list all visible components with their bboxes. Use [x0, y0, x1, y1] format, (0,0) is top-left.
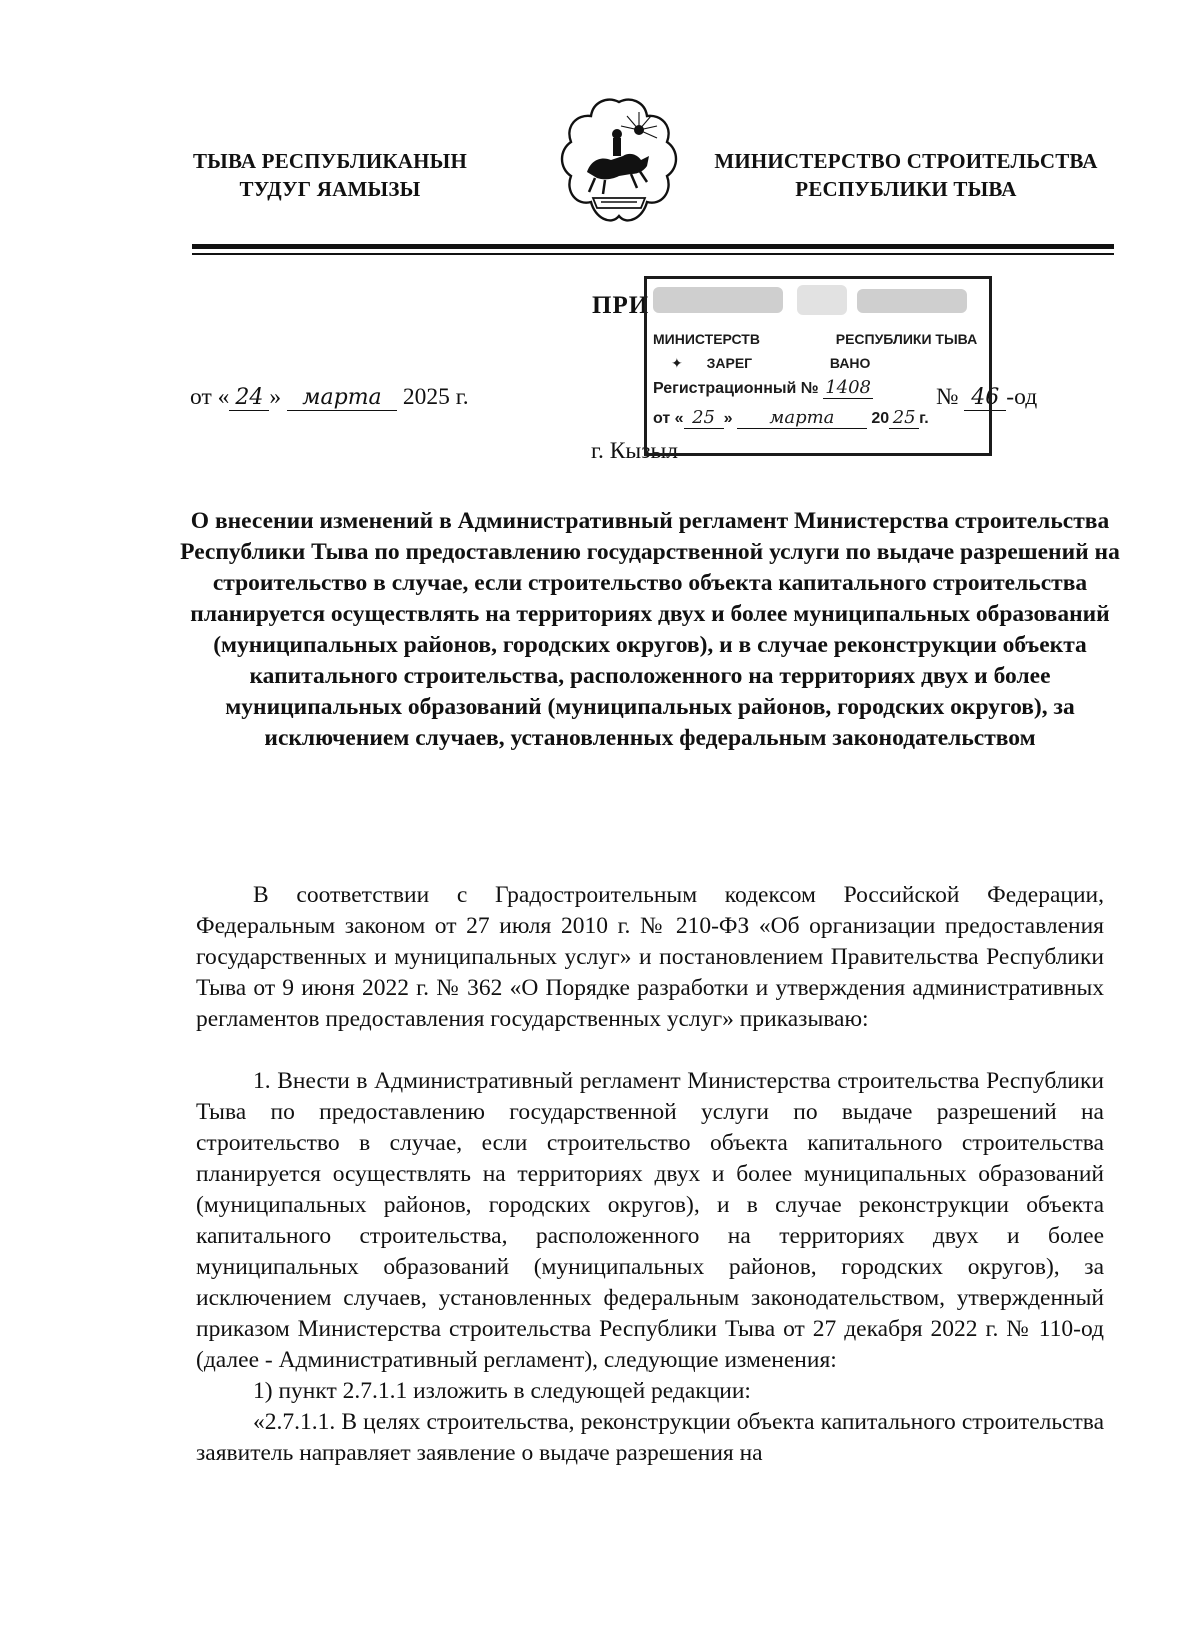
header-left [180, 147, 480, 203]
order-date [190, 384, 469, 411]
stamp-date-prefix: от « [653, 410, 684, 427]
stamp-line1b: РЕСПУБЛИКИ ТЫВА [835, 331, 978, 347]
header-left-line2: ТУДУГ ЯАМЫЗЫ [239, 177, 421, 201]
header-rule-thin [192, 253, 1114, 255]
header-right [700, 147, 1112, 203]
header-right-line2: РЕСПУБЛИКИ ТЫВА [795, 177, 1017, 201]
date-month: марта [287, 385, 397, 411]
stamp-star-icon: ✦ [671, 355, 683, 371]
number-suffix: -од [1006, 384, 1038, 410]
stamp-year-suffix: 25 [889, 407, 919, 429]
stamp-date-day: 25 [684, 407, 724, 429]
number-value: 46 [964, 385, 1006, 411]
stamp-date-mid: » [723, 410, 733, 427]
stamp-line2b: ВАНО [829, 355, 871, 371]
header-rule-thick [192, 244, 1114, 249]
order-word: ПРИ [592, 292, 650, 319]
date-day: 24 [229, 385, 269, 411]
body-paragraph-2: 1. Внести в Административный регламент Министерства строительства Республики Тыва по предоставлению государственной услуги по выдаче разрешений на строительство в случае, если строительство объекта капитального строительства планируется осуществлять на территориях двух и более муниципальных образований (муниципальных районов, городских округов), и в случае реконструкции объекта капитального строительства, расположенного на территориях двух и более муниципальных образований (муниципальных районов, городских округов), за исключением случаев, установленных федеральным законодательством, утвержденный приказом Министерства строительства Республики Тыва от 27 декабря 2022 г. № 110-од (далее - Административный регламент), следующие изменения: [196, 1068, 1104, 1373]
body-paragraph-4: «2.7.1.1. В целях строительства, реконструкции объекта капитального строительства заявитель направляет заявление о выдаче разрешения на [196, 1409, 1104, 1466]
header-right-line1: МИНИСТЕРСТВО СТРОИТЕЛЬСТВА [714, 149, 1098, 173]
stamp-line1: МИНИСТЕРСТВ [653, 331, 760, 347]
header-left-line1: ТЫВА РЕСПУБЛИКАНЫН [192, 149, 468, 173]
body-paragraph-1: В соответствии с Градостроительным кодексом Российской Федерации, Федеральным законом от 27 июля 2010 г. № 210-ФЗ «Об организации предоставления государственных и муниципальных услуг» и постановлением Правительства Республики Тыва от 9 июня 2022 г. № 362 «О Порядке разработки и утверждения административных регламентов предоставления государственных услуг» приказываю: [196, 882, 1104, 1032]
stamp-reg-label: Регистрационный № [653, 380, 819, 397]
stamp-date-month: марта [737, 407, 867, 429]
date-prefix: от « [190, 384, 230, 410]
registration-stamp [644, 276, 992, 456]
body-paragraph-3: 1) пункт 2.7.1.1 изложить в следующей редакции: [253, 1378, 751, 1404]
tuva-coat-of-arms-icon [557, 94, 681, 232]
date-mid: » [269, 384, 282, 410]
stamp-year-end: г. [919, 410, 929, 427]
document-title: О внесении изменений в Административный регламент Министерства строительства Республики Тыва по предоставлению государственной услуги по выдаче разрешений на строительство в случае, если строительство объекта капитального строительства планируется осуществлять на территориях двух и более муниципальных образований (муниципальных районов, городских округов), и в случае реконструкции объекта капитального строительства, расположенного на территориях двух и более муниципальных образований (муниципальных районов, городских округов), за исключением случаев, установленных федеральным законодательством [180, 508, 1120, 751]
stamp-year-prefix: 20 [871, 410, 890, 427]
date-year: 2025 г. [402, 384, 469, 410]
stamp-reg-number: 1408 [823, 377, 873, 399]
order-city: г. Кызыл [591, 438, 679, 464]
number-sign: № [936, 384, 959, 410]
stamp-line2: ЗАРЕГ [706, 355, 753, 371]
